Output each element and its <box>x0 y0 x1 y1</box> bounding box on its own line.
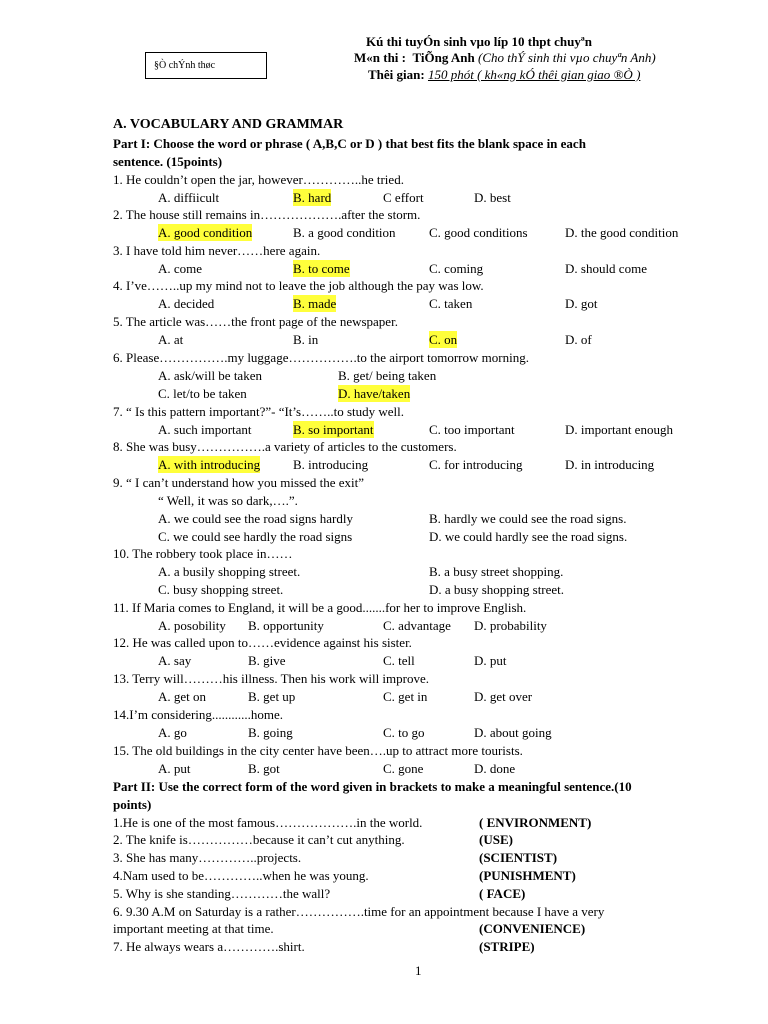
question-8: 8. She was busy…………….a variety of articles to the customers. <box>113 439 457 454</box>
q12-option-d: D. put <box>474 653 507 668</box>
q13-option-c: C. get in <box>383 689 428 704</box>
q6-option-b: B. get/ being taken <box>338 368 437 383</box>
part1-title-line1: Part I: Choose the word or phrase ( A,B,C or D ) that best fits the blank space in each <box>113 136 586 151</box>
q4-option-b-highlighted: B. made <box>293 296 337 311</box>
question-15: 15. The old buildings in the city center have been….up to attract more tourists. <box>113 743 523 758</box>
time-line <box>368 67 640 83</box>
section-a-heading: A. VOCABULARY AND GRAMMAR <box>113 117 344 132</box>
q13-option-a: A. get on <box>158 689 207 704</box>
part2-word-7: (STRIPE) <box>479 939 535 954</box>
q4-option-c: C. taken <box>429 296 473 311</box>
q3-option-b-highlighted: B. to come <box>293 261 350 276</box>
q5-option-a: A. at <box>158 332 184 347</box>
part2-word-2: (USE) <box>479 832 513 847</box>
q12-option-c: C. tell <box>383 653 415 668</box>
q9-option-a: A. we could see the road signs hardly <box>158 511 353 526</box>
subject-line <box>354 50 656 66</box>
q1-option-a: A. diffiicult <box>158 190 220 205</box>
subject-value: TiÕng Anh <box>412 50 475 65</box>
part2-word-3: (SCIENTIST) <box>479 850 558 865</box>
q2-option-b: B. a good condition <box>293 225 396 240</box>
q8-option-a-highlighted: A. with introducing <box>158 457 261 472</box>
q12-option-a: A. say <box>158 653 192 668</box>
q2-option-a-highlighted: A. good condition <box>158 225 253 240</box>
q4-option-d: D. got <box>565 296 598 311</box>
q11-option-a: A. posobility <box>158 618 226 633</box>
q4-option-a: A. decided <box>158 296 215 311</box>
q8-option-c: C. for introducing <box>429 457 523 472</box>
q15-option-b: B. got <box>248 761 280 776</box>
q14-option-c: C. to go <box>383 725 425 740</box>
q1-option-d: D. best <box>474 190 511 205</box>
part2-word-6: (CONVENIENCE) <box>479 921 586 936</box>
q7-option-b-highlighted: B. so important <box>293 422 374 437</box>
q6-option-a: A. ask/will be taken <box>158 368 262 383</box>
question-9-reply: “ Well, it was so dark,….”. <box>158 493 298 508</box>
question-10: 10. The robbery took place in…… <box>113 546 293 561</box>
q10-option-b: B. a busy street shopping. <box>429 564 564 579</box>
part2-word-1: ( ENVIRONMENT) <box>479 815 592 830</box>
q11-option-b: B. opportunity <box>248 618 324 633</box>
q3-option-c: C. coming <box>429 261 484 276</box>
question-11: 11. If Maria comes to England, it will be a good.......for her to improve English. <box>113 600 527 615</box>
q9-option-b: B. hardly we could see the road signs. <box>429 511 627 526</box>
question-9: 9. “ I can’t understand how you missed the exit” <box>113 475 365 490</box>
page-number: 1 <box>415 963 422 978</box>
q8-option-d: D. in introducing <box>565 457 655 472</box>
q6-option-c: C. let/to be taken <box>158 386 247 401</box>
q13-option-b: B. get up <box>248 689 296 704</box>
q2-option-c: C. good conditions <box>429 225 528 240</box>
part2-sentence-7: 7. He always wears a………….shirt. <box>113 939 305 954</box>
question-5: 5. The article was……the front page of the newspaper. <box>113 314 398 329</box>
q1-option-b-highlighted: B. hard <box>293 190 332 205</box>
official-exam-label: §Ò chÝnh thøc <box>154 60 216 71</box>
part2-sentence-3: 3. She has many…………..projects. <box>113 850 302 865</box>
part2-sentence-6-cont: important meeting at that time. <box>113 921 274 936</box>
part2-sentence-4: 4.Nam used to be…………..when he was young. <box>113 868 369 883</box>
question-6: 6. Please…………….my luggage…………….to the airport tomorrow morning. <box>113 350 529 365</box>
q6-option-d-highlighted: D. have/taken <box>338 386 411 401</box>
question-7: 7. “ Is this pattern important?”- “It’s……..to study well. <box>113 404 404 419</box>
part2-word-4: (PUNISHMENT) <box>479 868 576 883</box>
q11-option-d: D. probability <box>474 618 547 633</box>
part1-title-line2: sentence. (15points) <box>113 154 223 169</box>
part2-sentence-5: 5. Why is she standing…………the wall? <box>113 886 331 901</box>
official-exam-box <box>145 52 267 79</box>
q15-option-d: D. done <box>474 761 516 776</box>
question-3: 3. I have told him never……here again. <box>113 243 321 258</box>
q7-option-c: C. too important <box>429 422 515 437</box>
q9-option-c: C. we could see hardly the road signs <box>158 529 353 544</box>
q10-option-a: A. a busily shopping street. <box>158 564 301 579</box>
q9-option-d: D. we could hardly see the road signs. <box>429 529 628 544</box>
question-1: 1. He couldn’t open the jar, however…………..he tried. <box>113 172 404 187</box>
q14-option-a: A. go <box>158 725 187 740</box>
q14-option-b: B. going <box>248 725 293 740</box>
exam-title <box>366 34 592 50</box>
part2-title-line1: Part II: Use the correct form of the word given in brackets to make a meaningful sentence.(10 <box>113 779 632 794</box>
question-13: 13. Terry will………his illness. Then his work will improve. <box>113 671 430 686</box>
q2-option-d: D. the good condition <box>565 225 679 240</box>
question-4: 4. I’ve……..up my mind not to leave the job although the pay was low. <box>113 278 484 293</box>
q13-option-d: D. get over <box>474 689 533 704</box>
part2-word-5: ( FACE) <box>479 886 526 901</box>
q1-option-c: C effort <box>383 190 424 205</box>
q3-option-a: A. come <box>158 261 203 276</box>
q7-option-d: D. important enough <box>565 422 673 437</box>
q14-option-d: D. about going <box>474 725 552 740</box>
q5-option-c-highlighted: C. on <box>429 332 458 347</box>
q12-option-b: B. give <box>248 653 286 668</box>
part2-sentence-2: 2. The knife is……………because it can’t cut anything. <box>113 832 405 847</box>
time-label: Thêi gian: <box>368 67 425 82</box>
part2-sentence-1: 1.He is one of the most famous……………….in the world. <box>113 815 423 830</box>
q8-option-b: B. introducing <box>293 457 369 472</box>
part2-title-line2: points) <box>113 797 152 812</box>
question-14: 14.I’m considering............home. <box>113 707 284 722</box>
exam-title-text: Kú thi tuyÓn sinh vµo líp 10 thpt chuyªn <box>366 34 592 49</box>
q15-option-c: C. gone <box>383 761 424 776</box>
q3-option-d: D. should come <box>565 261 647 276</box>
question-12: 12. He was called upon to……evidence against his sister. <box>113 635 412 650</box>
q5-option-d: D. of <box>565 332 592 347</box>
part2-sentence-6: 6. 9.30 A.M on Saturday is a rather…………….time for an appointment because I have a very <box>113 904 605 919</box>
subject-note: (Cho thÝ sinh thi vµo chuyªn Anh) <box>478 50 656 65</box>
q7-option-a: A. such important <box>158 422 252 437</box>
subject-label: M«n thi : <box>354 50 406 65</box>
q11-option-c: C. advantage <box>383 618 451 633</box>
q5-option-b: B. in <box>293 332 319 347</box>
time-value: 150 phót ( kh«ng kÓ thêi gian giao ®Ò ) <box>427 67 641 82</box>
q15-option-a: A. put <box>158 761 191 776</box>
question-2: 2. The house still remains in……………….after the storm. <box>113 207 421 222</box>
q10-option-d: D. a busy shopping street. <box>429 582 565 597</box>
q10-option-c: C. busy shopping street. <box>158 582 284 597</box>
